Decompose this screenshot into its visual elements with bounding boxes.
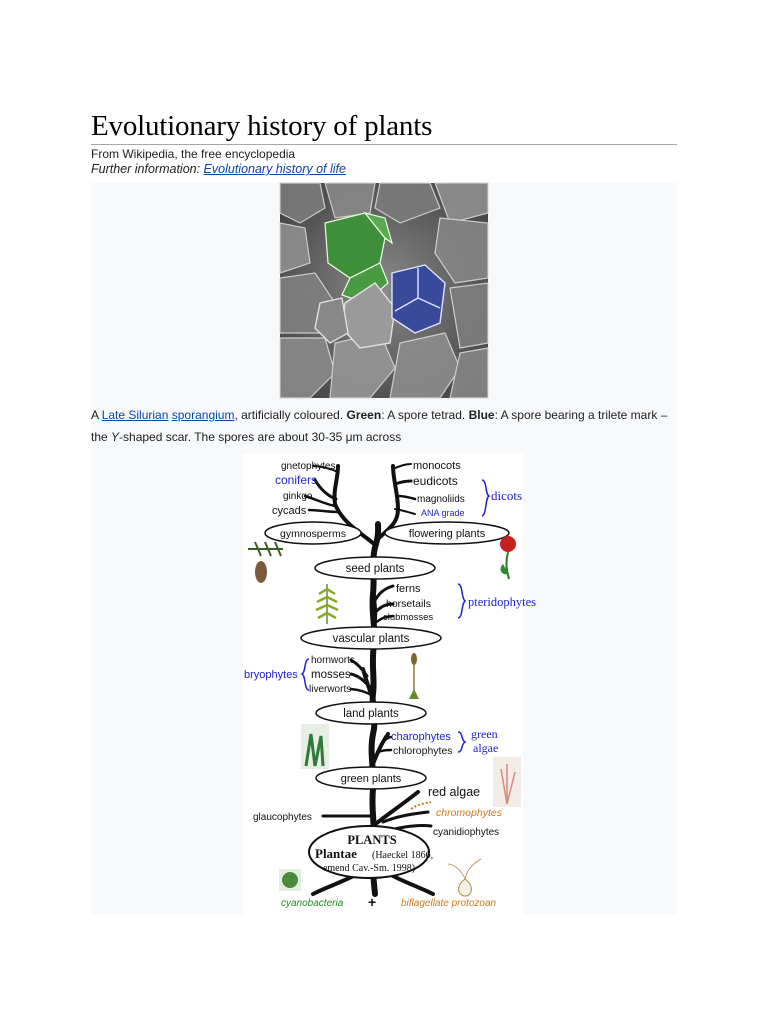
figure-caption: [91, 404, 677, 448]
label-cycads: cycads: [272, 505, 307, 517]
label-eudicots: eudicots: [413, 474, 458, 488]
label-conifers: conifers: [275, 473, 318, 487]
label-pteridophytes: pteridophytes: [468, 595, 537, 609]
label-vascular-plants: vascular plants: [332, 633, 410, 645]
label-plus: +: [368, 894, 377, 910]
biflagellate-illustration: [448, 859, 481, 896]
sporangium-link[interactable]: sporangium: [171, 408, 235, 422]
source-line: From Wikipedia, the free encyclopedia: [91, 147, 296, 161]
label-clubmosses: clubmosses: [383, 612, 434, 623]
caption-text: : A spore tetrad.: [381, 408, 469, 422]
label-ana-grade: ANA grade: [421, 508, 465, 518]
caption-text: : A spore bearing a trilete mark – the: [91, 408, 668, 444]
label-cyanidiophytes: cyanidiophytes: [433, 827, 500, 838]
label-chromophytes: chromophytes: [436, 807, 502, 819]
label-gnetophytes: gnetophytes: [281, 461, 336, 472]
label-biflagellate-protozoan: biflagellate protozoan: [401, 898, 497, 909]
label-plantae-emend: emend Cav.-Sm. 1998): [322, 863, 416, 874]
label-green-plants: green plants: [340, 773, 402, 785]
label-seed-plants: seed plants: [345, 563, 405, 575]
caption-blue-bold: Blue: [468, 408, 495, 422]
label-liverworts: liverworts: [309, 684, 352, 695]
label-green-algae-line1: green: [471, 727, 498, 741]
poppy-flower-illustration: [500, 536, 516, 579]
red-alga-illustration: [493, 757, 521, 807]
further-information-link[interactable]: Evolutionary history of life: [203, 162, 346, 176]
phylogeny-svg: [243, 454, 537, 914]
label-hornworts: hornworts: [311, 655, 355, 666]
label-chlorophytes: chlorophytes: [393, 745, 453, 757]
fern-illustration: [316, 584, 338, 624]
sporangium-micrograph: [280, 183, 488, 398]
page-title: Evolutionary history of plants: [91, 110, 433, 142]
caption-y-italic: Y: [111, 430, 120, 444]
late-silurian-link[interactable]: Late Silurian: [101, 408, 169, 422]
further-prefix: Further information:: [91, 162, 204, 176]
caption-text: , artificially coloured.: [234, 408, 347, 422]
moss-illustration: [409, 653, 419, 699]
label-ferns: ferns: [396, 583, 421, 595]
label-red-algae: red algae: [428, 785, 481, 799]
further-information: [91, 162, 346, 176]
label-land-plants: land plants: [343, 708, 399, 720]
label-plantae-author: (Haeckel 1866,: [372, 850, 434, 861]
title-divider: [91, 144, 677, 145]
label-monocots: monocots: [413, 460, 461, 472]
label-cyanobacteria: cyanobacteria: [281, 898, 344, 909]
label-green-algae-line2: algae: [473, 741, 499, 755]
label-ginkgo: ginkgo: [283, 491, 313, 502]
conifer-branch-illustration: [248, 542, 283, 583]
cyanobacterium-illustration: [279, 869, 301, 891]
caption-text: -shaped scar. The spores are about 30-35 μm across: [119, 430, 402, 444]
label-charophytes: charophytes: [391, 731, 451, 743]
plant-phylogeny-diagram: [243, 454, 537, 914]
green-alga-illustration: [301, 724, 329, 769]
label-plants: PLANTS: [347, 833, 397, 847]
label-mosses: mosses: [311, 669, 351, 681]
caption-text: A: [91, 408, 102, 422]
label-magnoliids: magnoliids: [417, 494, 465, 505]
label-flowering-plants: flowering plants: [408, 528, 486, 540]
label-gymnosperms: gymnosperms: [280, 528, 346, 540]
label-plantae-name: Plantae: [315, 846, 357, 861]
label-dicots: dicots: [491, 488, 523, 503]
label-horsetails: horsetails: [386, 598, 431, 610]
sporangium-micrograph-drawing: [280, 183, 488, 398]
caption-green-bold: Green: [346, 408, 382, 422]
label-bryophytes: bryophytes: [244, 669, 298, 681]
label-glaucophytes: glaucophytes: [253, 812, 312, 823]
